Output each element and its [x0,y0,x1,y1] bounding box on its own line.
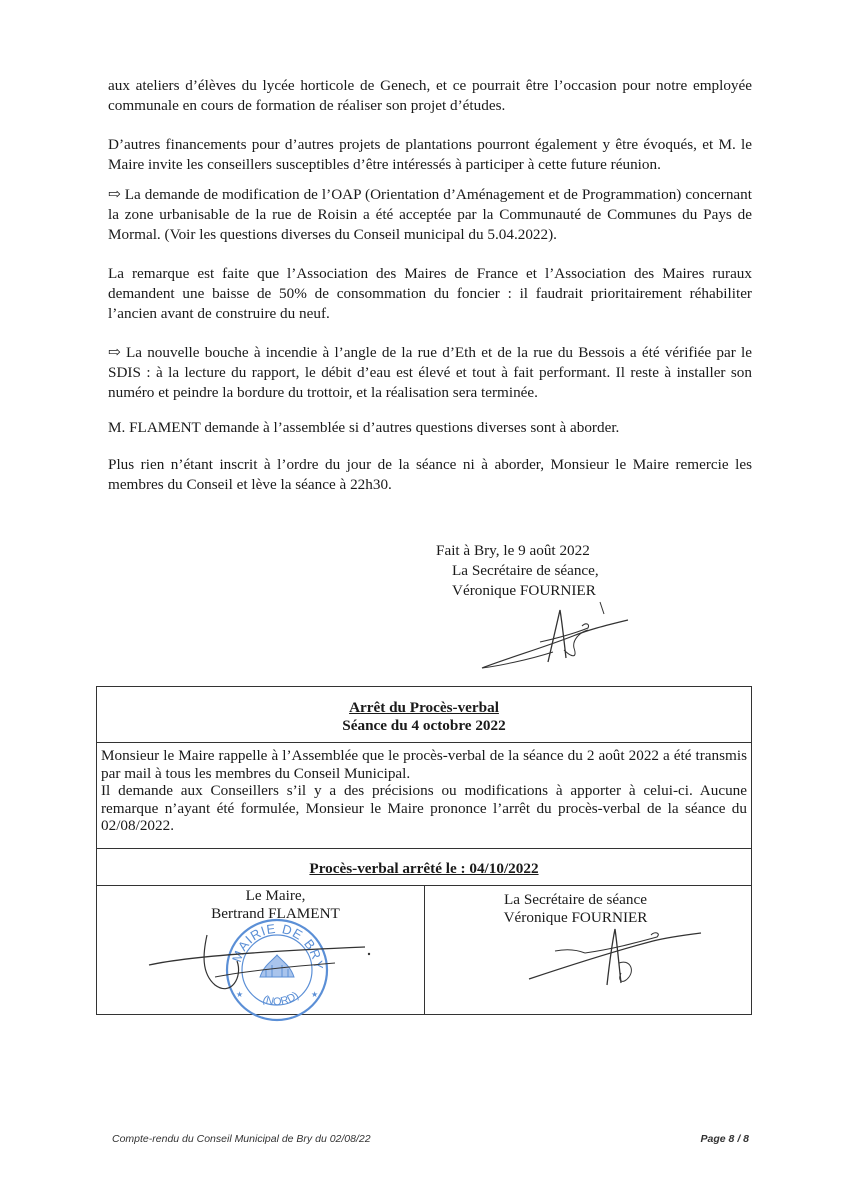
signature-block [436,541,599,601]
box-divider [97,848,751,849]
stamp-bottom-text: (NORD) [260,989,302,1009]
signature-role: La Secrétaire de séance, [452,562,599,579]
paragraph-cloture: Plus rien n’étant inscrit à l’ordre du jour de la séance ni à aborder, Monsieur le Maire remercie les membres du Conseil et lève la séance à 22h30. [108,456,752,493]
paragraph-foncier: La remarque est faite que l’Association des Maires de France et l’Association des Maires ruraux demandent une baisse de 50% de consommation du foncier : il faudrait prioritairement réhabiliter l’ancien avant de construire du neuf. [108,265,752,322]
paragraph-2: D’autres financements pour d’autres projets de plantations pourront également y être évoqués, et M. le Maire invite les conseillers susceptibles d’être intéressés à participer à cette future réunion. [108,136,752,173]
mayor-role: Le Maire, [245,887,306,904]
mayor-signature [145,927,375,997]
paragraph-questions: M. FLAMENT demande à l’assemblée si d’autres questions diverses sont à aborder. [108,419,620,436]
arrete-date-label: Procès-verbal arrêté le : 04/10/2022 [309,860,539,877]
footer-document-title: Compte-rendu du Conseil Municipal de Bry du 02/08/22 [112,1133,371,1145]
secretary-role: La Secrétaire de séance [504,891,647,908]
svg-text:★: ★ [236,990,244,999]
mayor-name: Bertrand FLAMENT [211,905,340,922]
arret-subtitle: Séance du 4 octobre 2022 [342,717,506,734]
arret-body-2: Il demande aux Conseillers s’il y a des précisions ou modifications à apporter à celui-ci. Aucune remarque n’ayant été formulée, Monsieur le Maire prononce l’arrêt du procès-verbal de la séance du 02/08/2022. [101,782,747,834]
svg-text:★: ★ [311,990,319,999]
box-divider [97,742,751,743]
paragraph-1: aux ateliers d’élèves du lycée horticole de Genech, et ce pourrait être l’occasion pour notre employée communale en cours de formation de réaliser son projet d’études. [108,77,752,114]
secretary-signature-top [478,600,648,675]
footer-page-number: Page 8 / 8 [700,1133,749,1145]
secretary-signature-cell [424,891,751,927]
arret-proces-verbal-box [96,686,752,1015]
arret-body-1: Monsieur le Maire rappelle à l’Assemblée que le procès-verbal de la séance du 2 août 2022 a été transmis par mail à tous les membres du Conseil Municipal. [101,747,747,782]
signature-place-date: Fait à Bry, le 9 août 2022 [436,542,590,559]
secretary-name: Véronique FOURNIER [503,909,648,926]
arret-title: Arrêt du Procès-verbal [349,699,499,716]
stamp-top-text: MAIRIE DE BRY [228,920,327,971]
paragraph-bouche-incendie: ⇨ La nouvelle bouche à incendie à l’angle de la rue d’Eth et de la rue du Bessois a été vérifiée par le SDIS : à la lecture du rapport, le débit d’eau est élevé et tout à fait performant. Il reste à installer son numéro et peindre la bordure du trottoir, et la réalisation sera terminée. [108,344,752,401]
signature-name: Véronique FOURNIER [452,582,596,599]
paragraph-oap: ⇨ La demande de modification de l’OAP (Orientation d’Aménagement et de Programmation) concernant la zone urbanisable de la rue de Roisin a été acceptée par la Communauté de Communes du Pays de Mormal. (Voir les questions diverses du Conseil municipal du 5.04.2022). [108,186,752,243]
secretary-signature-bottom [525,923,705,993]
